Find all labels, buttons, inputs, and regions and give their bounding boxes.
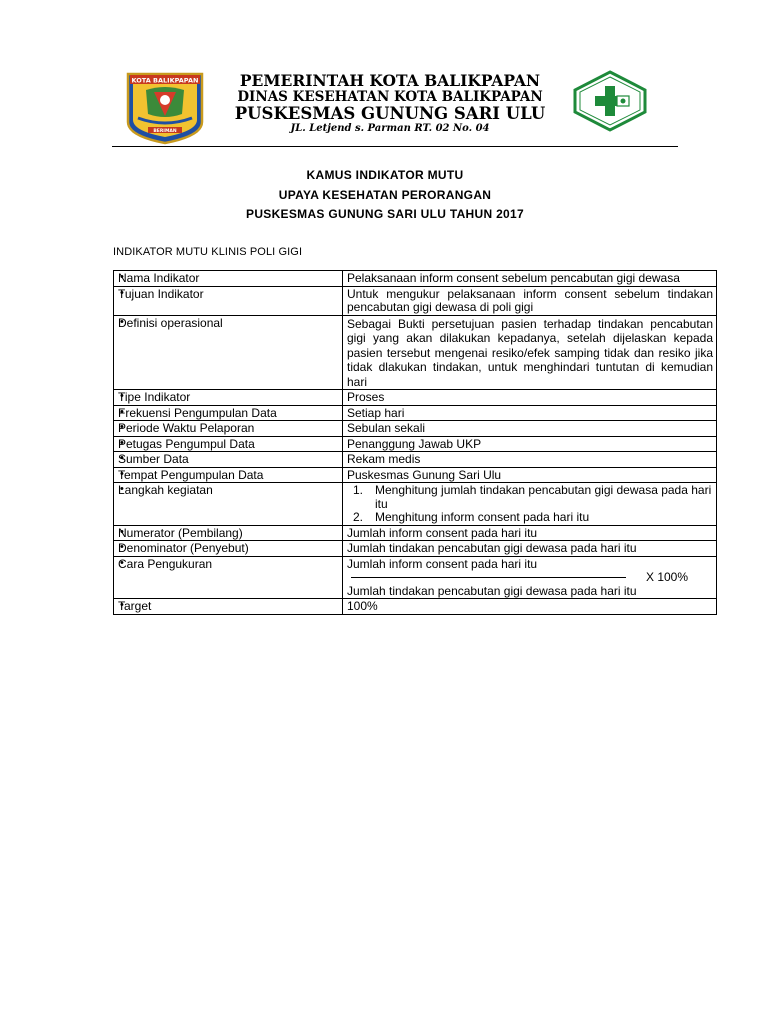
- formula-multiplier: X 100%: [646, 570, 689, 584]
- emblem-top-text: KOTA BALIKPAPAN: [131, 76, 199, 85]
- row-value: Untuk mengukur pelaksanaan inform consent sebelum tindakan pencabutan gigi dewasa di poli gigi: [343, 286, 717, 315]
- row-label: • Tujuan Indikator: [114, 286, 343, 315]
- row-label: • Frekuensi Pengumpulan Data: [114, 405, 343, 421]
- doc-subtitle: UPAYA KESEHATAN PERORANGAN: [278, 188, 492, 202]
- table-row: [114, 525, 717, 541]
- table-row: [114, 452, 717, 468]
- table-row: [114, 436, 717, 452]
- section-heading: INDIKATOR MUTU KLINIS POLI GIGI: [113, 246, 303, 258]
- row-label: • Target: [114, 599, 343, 615]
- header-puskesmas: PUSKESMAS GUNUNG SARI ULU: [234, 104, 546, 123]
- row-label: • Cara Pengukuran: [114, 556, 343, 599]
- row-label: • Numerator (Pembilang): [114, 525, 343, 541]
- row-value: Pelaksanaan inform consent sebelum pencabutan gigi dewasa: [343, 271, 717, 287]
- formula-denominator: Jumlah tindakan pencabutan gigi dewasa pada hari itu: [347, 583, 637, 598]
- list-item: [347, 484, 713, 511]
- row-label: • Definisi operasional: [114, 315, 343, 390]
- row-value: Penanggung Jawab UKP: [343, 436, 717, 452]
- row-value: Jumlah tindakan pencabutan gigi dewasa pada hari itu: [343, 541, 717, 557]
- row-label: • Tempat Pengumpulan Data: [114, 467, 343, 483]
- row-value: Sebulan sekali: [343, 421, 717, 437]
- table-row: [114, 390, 717, 406]
- table-row-langkah: [114, 483, 717, 526]
- table-row: [114, 271, 717, 287]
- step-number: 1.: [353, 483, 364, 497]
- row-value-steps: [343, 483, 717, 526]
- table-row-cara: [114, 556, 717, 599]
- formula: [343, 556, 717, 599]
- header-department: DINAS KESEHATAN KOTA BALIKPAPAN: [237, 89, 543, 105]
- indicator-table: [113, 270, 717, 615]
- row-value: Puskesmas Gunung Sari Ulu: [343, 467, 717, 483]
- table-row: [114, 286, 717, 315]
- table-row: [114, 467, 717, 483]
- emblem-bottom-text: BERIMAN: [153, 129, 177, 134]
- table-row: [114, 599, 717, 615]
- list-item: [347, 511, 713, 525]
- row-value: Setiap hari: [343, 405, 717, 421]
- table-row: [114, 541, 717, 557]
- puskesmas-green-cross-icon: [573, 70, 647, 132]
- row-label: • Langkah kegiatan: [114, 483, 343, 526]
- fraction-bar: [351, 577, 626, 578]
- row-value: Sebagai Bukti persetujuan pasien terhadap tindakan pencabutan gigi yang akan dilakukan kepadanya, setelah dijelaskan kepada pasien tersebut mengenai resiko/efek samping tidak dan resiko jika tidak dlakukan tindakan, untuk menghindari tuntutan di kemudian hari: [343, 315, 717, 390]
- row-label: • Periode Waktu Pelaporan: [114, 421, 343, 437]
- step-number: 2.: [353, 510, 364, 524]
- row-value: 100%: [343, 599, 717, 615]
- doc-title: KAMUS INDIKATOR MUTU: [306, 168, 464, 182]
- header-divider: [112, 146, 678, 147]
- row-label: • Petugas Pengumpul Data: [114, 436, 343, 452]
- row-value: Jumlah inform consent pada hari itu: [343, 525, 717, 541]
- row-label: • Denominator (Penyebut): [114, 541, 343, 557]
- doc-subtitle-year: PUSKESMAS GUNUNG SARI ULU TAHUN 2017: [246, 207, 524, 221]
- step-text: Menghitung jumlah tindakan pencabutan gigi dewasa pada hari itu: [375, 483, 712, 511]
- row-value: Proses: [343, 390, 717, 406]
- balikpapan-city-emblem-icon: [124, 70, 206, 145]
- header-government: PEMERINTAH KOTA BALIKPAPAN: [239, 71, 541, 90]
- row-label: • Nama Indikator: [114, 271, 343, 287]
- formula-numerator: Jumlah inform consent pada hari itu: [347, 556, 538, 571]
- row-label: • Tipe Indikator: [114, 390, 343, 406]
- row-value: Rekam medis: [343, 452, 717, 468]
- formula-fraction-line: [347, 571, 713, 585]
- header-address: JL. Letjend s. Parman RT. 02 No. 04: [290, 123, 490, 134]
- table-row: [114, 315, 717, 390]
- table-row: [114, 421, 717, 437]
- table-row: [114, 405, 717, 421]
- row-label: • Sumber Data: [114, 452, 343, 468]
- step-text: Menghitung inform consent pada hari itu: [375, 510, 590, 524]
